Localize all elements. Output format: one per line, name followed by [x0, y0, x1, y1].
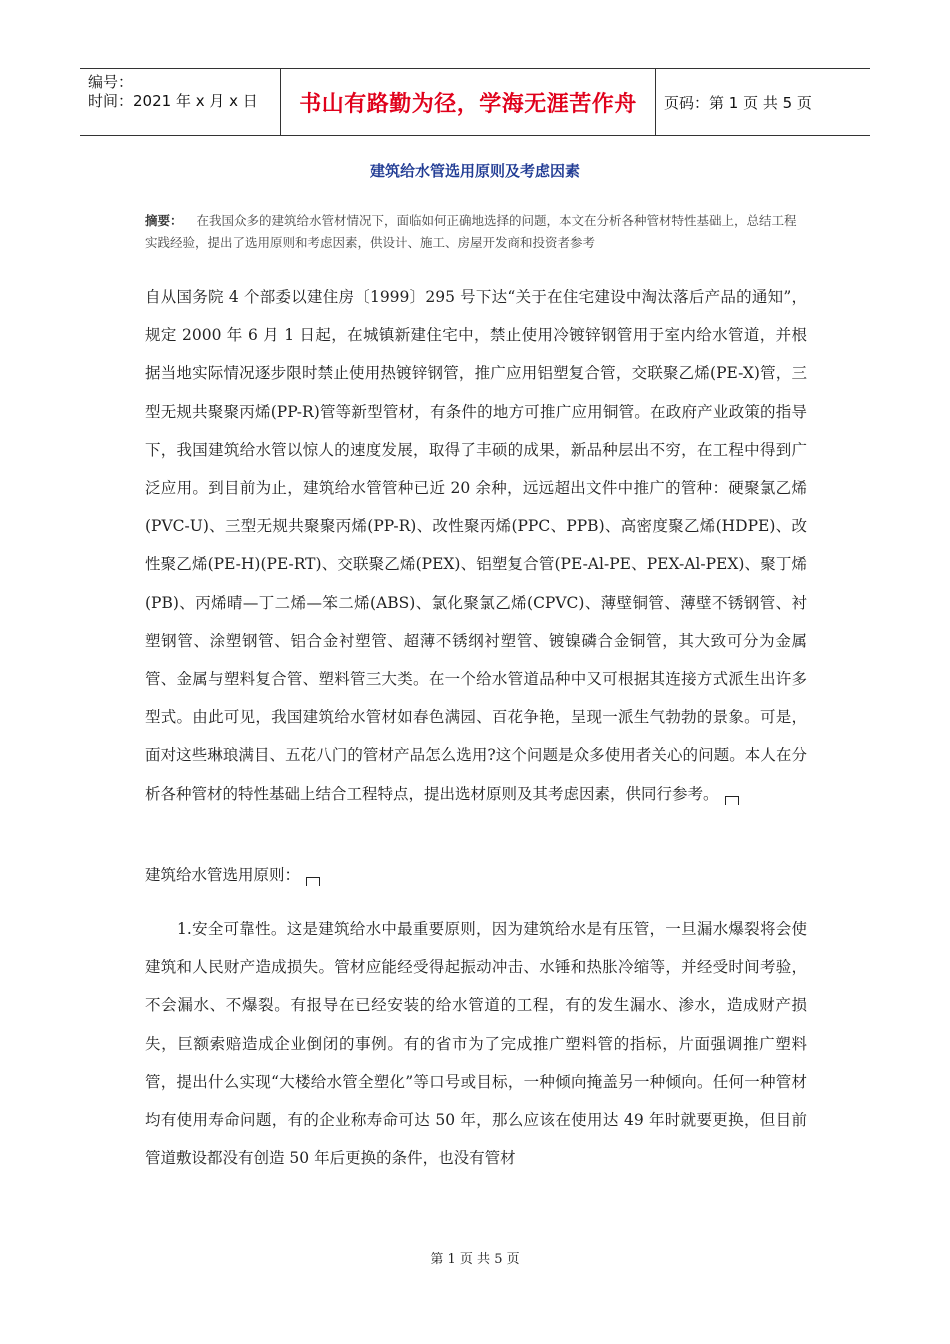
document-date: 时间：2021 年 x 月 x 日 [88, 92, 258, 110]
body-paragraph-1 [145, 278, 807, 813]
header-motto-cell [281, 69, 656, 135]
document-title: 建筑给水管选用原则及考虑因素 [369, 162, 580, 180]
body-paragraph-2-text: 建筑给水管选用原则： [145, 866, 301, 884]
paragraph-mark-icon [306, 877, 320, 886]
document-number-label: 编号： [88, 73, 134, 91]
body-paragraph-2 [145, 856, 807, 894]
header-table [80, 68, 870, 136]
header-motto: 书山有路勤为径，学海无涯苦作舟 [299, 91, 637, 117]
abstract-text: 在我国众多的建筑给水管材情况下，面临如何正确地选择的问题，本文在分析各种管材特性基础上，总结工程实践经验，提出了选用原则和考虑因素，供设计、施工、房屋开发商和投资者参考 [145, 213, 797, 250]
abstract-label: 摘要： [145, 213, 183, 228]
abstract [145, 210, 805, 254]
body-paragraph-3-text: 1.安全可靠性。这是建筑给水中最重要原则，因为建筑给水是有压管，一旦漏水爆裂将会使建筑和人民财产造成损失。管材应能经受得起振动冲击、水锤和热胀冷缩等，并经受时间考验，不会漏水、不爆裂。有报导在已经安装的给水管道的工程，有的发生漏水、渗水，造成财产损失，巨额索赔造成企业倒闭的事例。有的省市为了完成推广塑料管的指标，片面强调推广塑料管，提出什么实现“大楼给水管全塑化”等口号或目标，一种倾向掩盖另一种倾向。任何一种管材均有使用寿命问题，有的企业称寿命可达 50 年，那么应该在使用达 49 年时就要更换，但目前管道敷设都没有创造 50 年后更换的条件，也没有管材 [145, 920, 807, 1168]
header-meta-cell [80, 69, 281, 135]
page-footer: 第 1 页 共 5 页 [430, 1252, 520, 1267]
paragraph-mark-icon [725, 796, 739, 805]
header-page-cell [656, 69, 870, 135]
body-paragraph-3 [145, 910, 807, 1177]
body-paragraph-1-text: 自从国务院 4 个部委以建住房〔1999〕295 号下达“关于在住宅建设中淘汰落后产品的通知”，规定 2000 年 6 月 1 日起，在城镇新建住宅中，禁止使用冷镀锌钢管用于室内给水管道，并根据当地实际情况逐步限时禁止使用热镀锌钢管，推广应用铝塑复合管，交联聚乙烯(PE-X)管，三型无规共聚聚丙烯(PP-R)管等新型管材，有条件的地方可推广应用铜管。在政府产业政策的指导下，我国建筑给水管以惊人的速度发展，取得了丰硕的成果，新品种层出不穷，在工程中得到广泛应用。到目前为止，建筑给水管管种已近 20 余种，远远超出文件中推广的管种：硬聚氯乙烯(PVC-U)、三型无规共聚聚丙烯(PP-R)、改性聚丙烯(PPC、PPB)、高密度聚乙烯(HDPE)、改性聚乙烯(PE-H)(PE-RT)、交联聚乙烯(PEX)、铝塑复合管(PE-Al-PE、PEX-Al-PEX)、聚丁烯(PB)、丙烯晴—丁二烯—笨二烯(ABS)、氯化聚氯乙烯(CPVC)、薄壁铜管、薄壁不锈钢管、衬塑钢管、涂塑钢管、铝合金衬塑管、超薄不锈纲衬塑管、镀镍磷合金铜管，其大致可分为金属管、金属与塑料复合管、塑料管三大类。在一个给水管道品种中又可根据其连接方式派生出许多型式。由此可见，我国建筑给水管材如春色满园、百花争艳，呈现一派生气勃勃的景象。可是，面对这些琳琅满目、五花八门的管材产品怎么选用?这个问题是众多使用者关心的问题。本人在分析各种管材的特性基础上结合工程特点，提出选材原则及其考虑因素，供同行参考。 [145, 288, 807, 803]
header-page-info: 页码：第 1 页 共 5 页 [664, 93, 812, 112]
